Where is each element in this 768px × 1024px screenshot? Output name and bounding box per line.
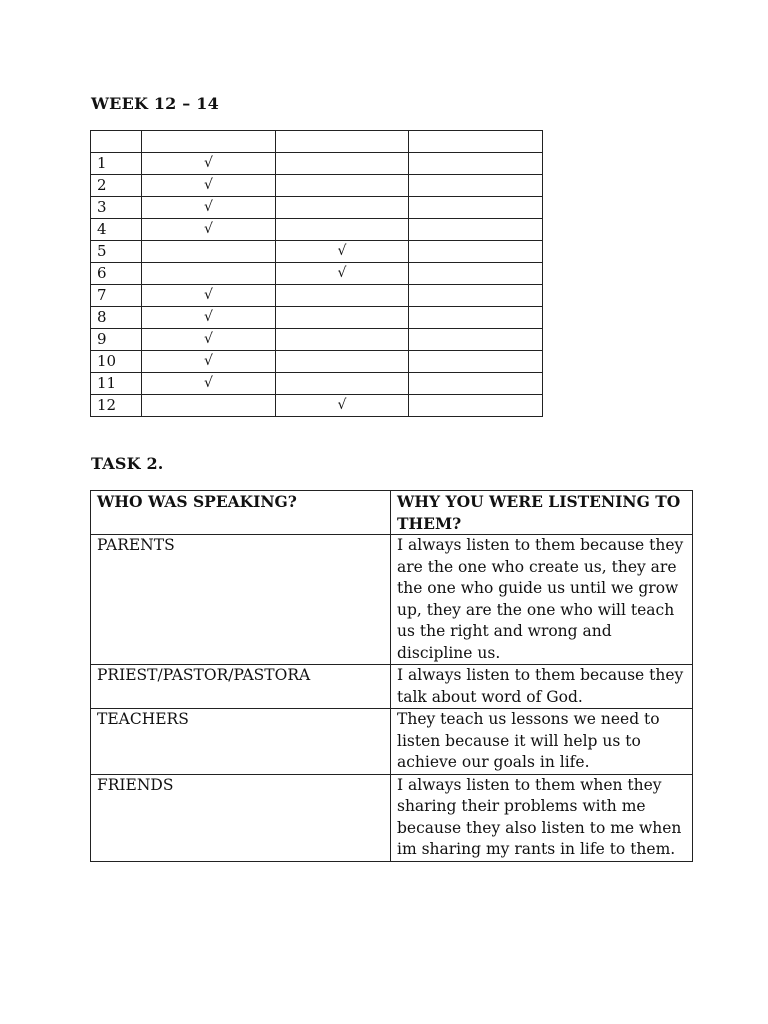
empty-cell xyxy=(276,219,409,241)
header-why-listening: WHY YOU WERE LISTENING TO THEM? xyxy=(391,491,693,535)
week-header-cell xyxy=(409,131,543,153)
check-mark: √ xyxy=(142,329,276,351)
empty-cell xyxy=(409,285,543,307)
week-table-row xyxy=(91,241,543,263)
item-number: 9 xyxy=(91,329,142,351)
week-table-row xyxy=(91,395,543,417)
speaker-cell: PRIEST/PASTOR/PASTORA xyxy=(91,665,391,709)
empty-cell xyxy=(276,285,409,307)
week-table-row xyxy=(91,351,543,373)
item-number: 7 xyxy=(91,285,142,307)
task-table-row xyxy=(91,774,693,861)
empty-cell xyxy=(409,197,543,219)
empty-cell xyxy=(276,197,409,219)
check-mark: √ xyxy=(276,241,409,263)
week-table-row xyxy=(91,153,543,175)
check-mark: √ xyxy=(142,351,276,373)
check-mark: √ xyxy=(142,285,276,307)
empty-cell xyxy=(409,241,543,263)
week-table-row xyxy=(91,307,543,329)
week-heading: WEEK 12 – 14 xyxy=(91,94,219,113)
speaker-cell: TEACHERS xyxy=(91,709,391,775)
empty-cell xyxy=(276,175,409,197)
empty-cell xyxy=(276,351,409,373)
empty-cell xyxy=(409,263,543,285)
item-number: 6 xyxy=(91,263,142,285)
empty-cell xyxy=(409,219,543,241)
empty-cell xyxy=(409,329,543,351)
week-checklist-table xyxy=(90,130,543,417)
task-table-header-row xyxy=(91,491,693,535)
empty-cell xyxy=(409,153,543,175)
check-mark: √ xyxy=(142,219,276,241)
item-number: 3 xyxy=(91,197,142,219)
week-header-cell xyxy=(276,131,409,153)
header-who-was-speaking: WHO WAS SPEAKING? xyxy=(91,491,391,535)
week-table-row xyxy=(91,329,543,351)
empty-cell xyxy=(276,329,409,351)
item-number: 2 xyxy=(91,175,142,197)
week-header-cell xyxy=(142,131,276,153)
week-table-row xyxy=(91,285,543,307)
task-table-row xyxy=(91,665,693,709)
task-table-row xyxy=(91,535,693,665)
reason-cell: I always listen to them because they are the one who create us, they are the one who guide us until we grow up, they are the one who will teach us the right and wrong and discipline us. xyxy=(391,535,693,665)
item-number: 11 xyxy=(91,373,142,395)
empty-cell xyxy=(142,395,276,417)
item-number: 12 xyxy=(91,395,142,417)
item-number: 8 xyxy=(91,307,142,329)
empty-cell xyxy=(276,153,409,175)
task-table-row xyxy=(91,709,693,775)
check-mark: √ xyxy=(142,175,276,197)
task-heading: TASK 2. xyxy=(91,454,164,473)
week-table-row xyxy=(91,373,543,395)
check-mark: √ xyxy=(142,307,276,329)
empty-cell xyxy=(409,395,543,417)
check-mark: √ xyxy=(142,197,276,219)
reason-cell: They teach us lessons we need to listen because it will help us to achieve our goals in life. xyxy=(391,709,693,775)
check-mark: √ xyxy=(276,395,409,417)
check-mark: √ xyxy=(142,153,276,175)
reason-cell: I always listen to them when they sharing their problems with me because they also listen to me when im sharing my rants in life to them. xyxy=(391,774,693,861)
task-table xyxy=(90,490,693,862)
check-mark: √ xyxy=(276,263,409,285)
week-header-cell xyxy=(91,131,142,153)
empty-cell xyxy=(409,373,543,395)
empty-cell xyxy=(142,263,276,285)
empty-cell xyxy=(409,175,543,197)
week-table-header-row xyxy=(91,131,543,153)
item-number: 1 xyxy=(91,153,142,175)
empty-cell xyxy=(409,351,543,373)
item-number: 5 xyxy=(91,241,142,263)
reason-cell: I always listen to them because they talk about word of God. xyxy=(391,665,693,709)
week-table-row xyxy=(91,197,543,219)
week-table-row xyxy=(91,175,543,197)
speaker-cell: PARENTS xyxy=(91,535,391,665)
week-table-row xyxy=(91,219,543,241)
empty-cell xyxy=(409,307,543,329)
item-number: 4 xyxy=(91,219,142,241)
empty-cell xyxy=(276,373,409,395)
check-mark: √ xyxy=(142,373,276,395)
item-number: 10 xyxy=(91,351,142,373)
speaker-cell: FRIENDS xyxy=(91,774,391,861)
week-table-row xyxy=(91,263,543,285)
empty-cell xyxy=(276,307,409,329)
empty-cell xyxy=(142,241,276,263)
